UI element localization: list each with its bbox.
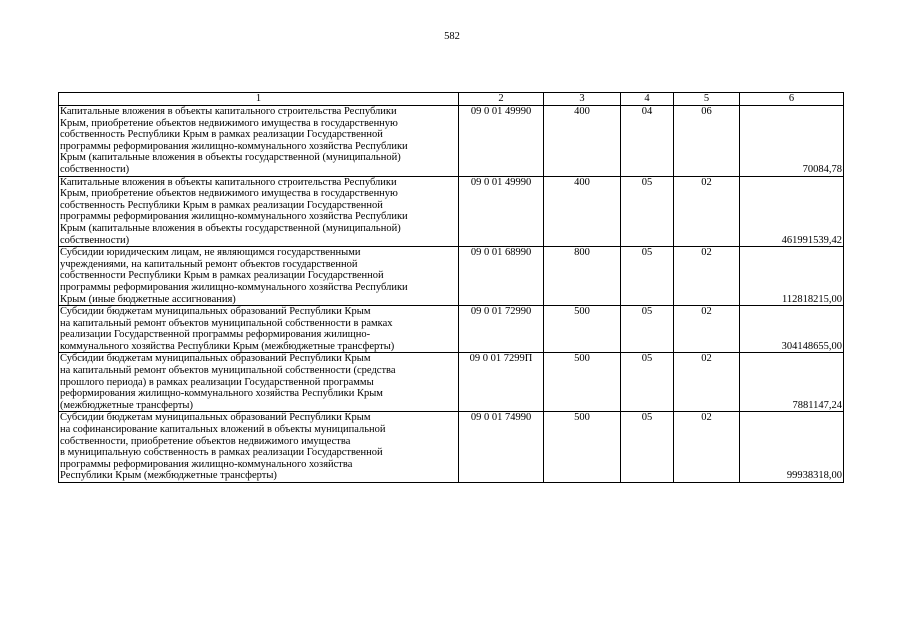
- row-description: Капитальные вложения в объекты капитального строительства Республики Крым, приобретение объектов недвижимого имущества в государственную собственность Республики Крым в рамках реализации Государственной программы реформирования жилищно-коммунального хозяйства Республики Крым (капитальные вложения в объекты государственной (муниципальной) собственности): [59, 176, 459, 247]
- column-header: 1: [59, 93, 459, 106]
- table-row: [59, 412, 844, 483]
- table-header-row: [59, 93, 844, 106]
- expense-type-code: 800: [544, 247, 621, 306]
- expense-type-code: 500: [544, 353, 621, 412]
- target-article-code: 09 0 01 74990: [459, 412, 544, 483]
- table-row: [59, 306, 844, 353]
- subsection-code: 02: [674, 247, 740, 306]
- target-article-code: 09 0 01 7299П: [459, 353, 544, 412]
- section-code: 05: [621, 306, 674, 353]
- subsection-code: 02: [674, 412, 740, 483]
- section-code: 05: [621, 353, 674, 412]
- subsection-code: 06: [674, 106, 740, 177]
- subsection-code: 02: [674, 176, 740, 247]
- table-row: [59, 176, 844, 247]
- amount: 461991539,42: [740, 176, 844, 247]
- target-article-code: 09 0 01 49990: [459, 106, 544, 177]
- budget-table: [58, 92, 844, 483]
- amount: 7881147,24: [740, 353, 844, 412]
- section-code: 04: [621, 106, 674, 177]
- row-description: Капитальные вложения в объекты капитального строительства Республики Крым, приобретение объектов недвижимого имущества в государственную собственность Республики Крым в рамках реализации Государственной программы реформирования жилищно-коммунального хозяйства Республики Крым (капитальные вложения в объекты государственной (муниципальной) собственности): [59, 106, 459, 177]
- column-header: 6: [740, 93, 844, 106]
- target-article-code: 09 0 01 72990: [459, 306, 544, 353]
- target-article-code: 09 0 01 49990: [459, 176, 544, 247]
- subsection-code: 02: [674, 306, 740, 353]
- expense-type-code: 400: [544, 176, 621, 247]
- expense-type-code: 400: [544, 106, 621, 177]
- column-header: 5: [674, 93, 740, 106]
- table-row: [59, 353, 844, 412]
- expense-type-code: 500: [544, 412, 621, 483]
- amount: 304148655,00: [740, 306, 844, 353]
- row-description: Субсидии бюджетам муниципальных образований Республики Крым на софинансирование капитальных вложений в объекты муниципальной собственности, приобретение объектов недвижимого имущества в муниципальную собственность в рамках реализации Государственной программы реформирования жилищно-коммунального хозяйства Республики Крым (межбюджетные трансферты): [59, 412, 459, 483]
- section-code: 05: [621, 412, 674, 483]
- table-row: [59, 106, 844, 177]
- table-row: [59, 247, 844, 306]
- section-code: 05: [621, 176, 674, 247]
- target-article-code: 09 0 01 68990: [459, 247, 544, 306]
- amount: 99938318,00: [740, 412, 844, 483]
- row-description: Субсидии бюджетам муниципальных образований Республики Крым на капитальный ремонт объектов муниципальной собственности в рамках реализации Государственной программы реформирования жилищно- коммунального хозяйства Республики Крым (межбюджетные трансферты): [59, 306, 459, 353]
- page-number: 582: [444, 31, 460, 42]
- column-header: 2: [459, 93, 544, 106]
- section-code: 05: [621, 247, 674, 306]
- column-header: 4: [621, 93, 674, 106]
- expense-type-code: 500: [544, 306, 621, 353]
- subsection-code: 02: [674, 353, 740, 412]
- row-description: Субсидии юридическим лицам, не являющимся государственными учреждениями, на капитальный ремонт объектов государственной собственности Республики Крым в рамках реализации Государственной программы реформирования жилищно-коммунального хозяйства Республики Крым (иные бюджетные ассигнования): [59, 247, 459, 306]
- amount: 112818215,00: [740, 247, 844, 306]
- amount: 70084,78: [740, 106, 844, 177]
- row-description: Субсидии бюджетам муниципальных образований Республики Крым на капитальный ремонт объектов муниципальной собственности (средства прошлого периода) в рамках реализации Государственной программы реформирования жилищно-коммунального хозяйства Республики Крым (межбюджетные трансферты): [59, 353, 459, 412]
- column-header: 3: [544, 93, 621, 106]
